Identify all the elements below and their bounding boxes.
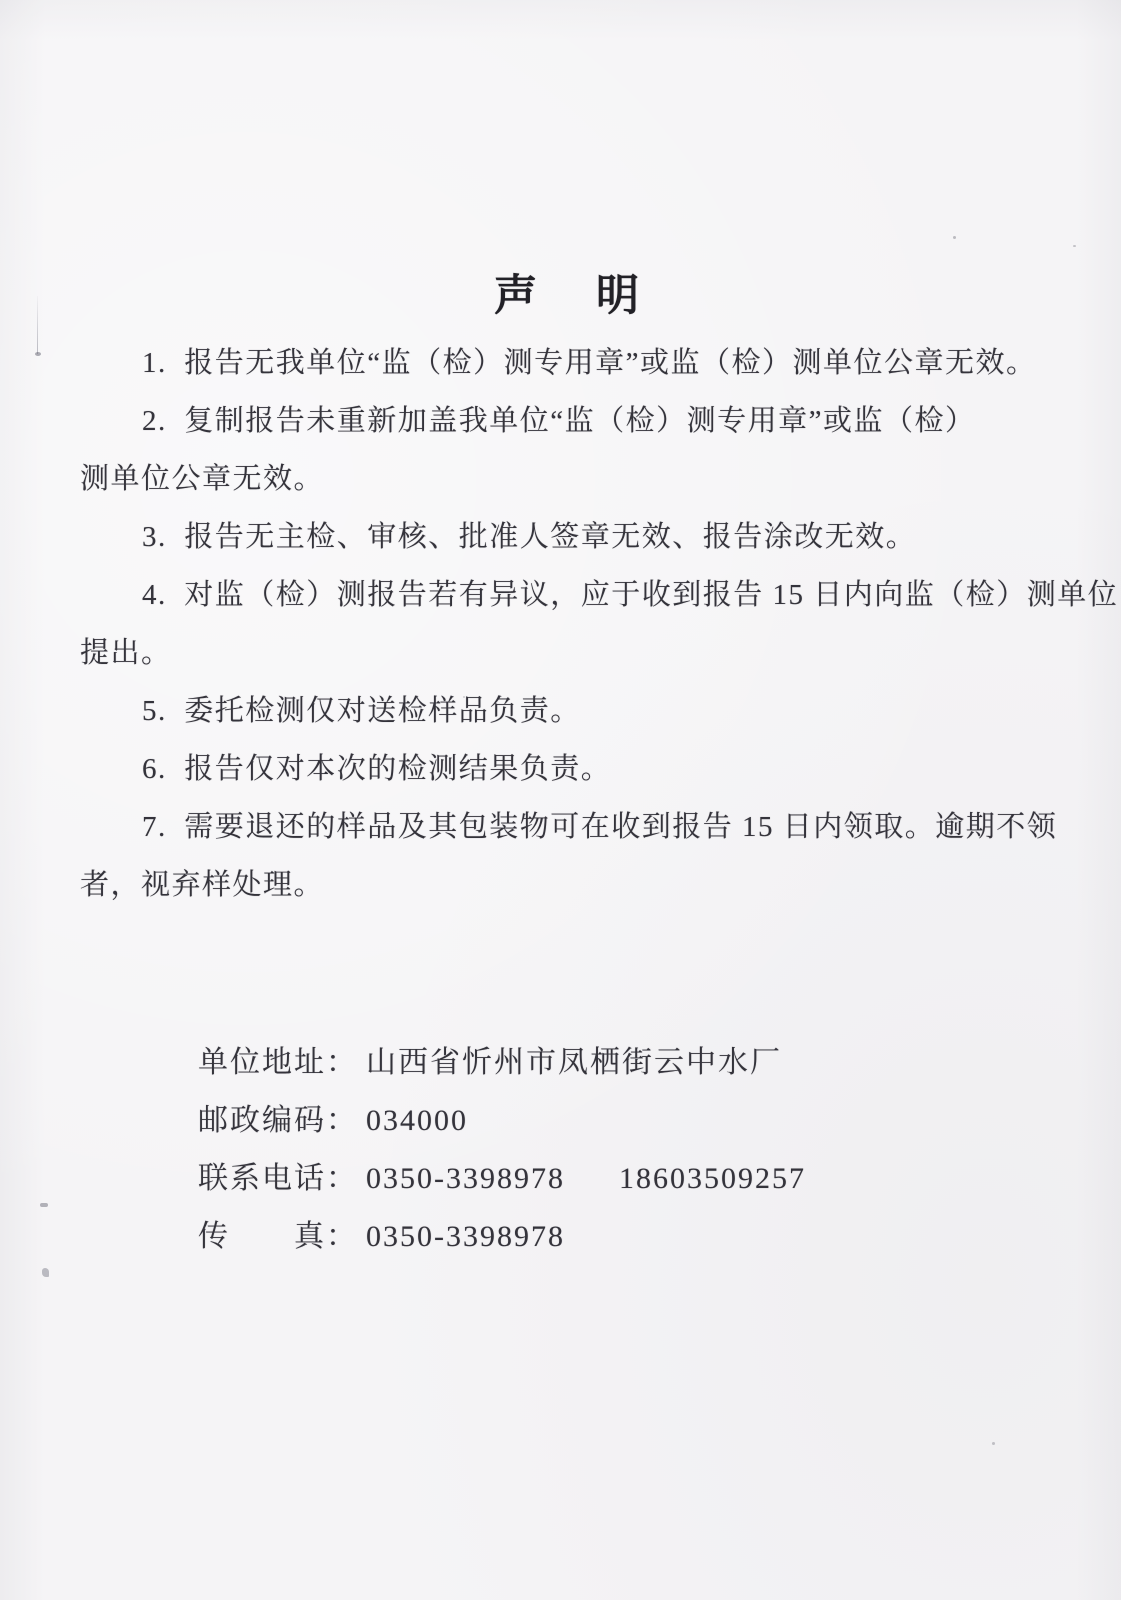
- fax-label: 传 真：: [198, 1220, 358, 1253]
- postal-value: 034000: [366, 1104, 468, 1137]
- statement-line-2: 2. 复制报告未重新加盖我单位“监（检）测专用章”或监（检）: [142, 405, 976, 437]
- phone-value-1: 0350-3398978: [366, 1162, 565, 1195]
- postal-label: 邮政编码：: [198, 1104, 358, 1137]
- page-title: 声 明: [494, 272, 647, 320]
- fax-value: 0350-3398978: [366, 1220, 565, 1253]
- statement-line-4-cont: 提出。: [80, 637, 172, 669]
- statement-line-3: 3. 报告无主检、审核、批准人签章无效、报告涂改无效。: [142, 521, 917, 553]
- statement-line-4: 4. 对监（检）测报告若有异议，应于收到报告 15 日内向监（检）测单位: [142, 579, 1119, 611]
- statement-line-6: 6. 报告仅对本次的检测结果负责。: [142, 753, 612, 785]
- scan-speck: [40, 1203, 48, 1207]
- statement-line-2-cont: 测单位公章无效。: [80, 463, 325, 495]
- scan-speck: [992, 1442, 995, 1445]
- scan-speck: [1073, 245, 1076, 247]
- contact-row-address: [141, 976, 806, 1079]
- statement-line-7-cont: 者，视弃样处理。: [80, 869, 325, 901]
- contact-block: [141, 976, 806, 1253]
- statements-block: [80, 334, 1119, 914]
- statement-line-1: 1. 报告无我单位“监（检）测专用章”或监（检）测单位公章无效。: [142, 347, 1037, 379]
- phone-label: 联系电话：: [198, 1162, 358, 1195]
- address-value: 山西省忻州市凤栖街云中水厂: [366, 1046, 782, 1079]
- address-label: 单位地址：: [198, 1046, 358, 1079]
- scan-speck: [35, 352, 41, 356]
- scan-speck: [42, 1268, 49, 1277]
- phone-value-2: 18603509257: [619, 1162, 806, 1195]
- statement-line-5: 5. 委托检测仅对送检样品负责。: [142, 695, 581, 727]
- statement-line-7: 7. 需要退还的样品及其包装物可在收到报告 15 日内领取。逾期不领: [142, 811, 1058, 843]
- scan-speck: [953, 236, 956, 239]
